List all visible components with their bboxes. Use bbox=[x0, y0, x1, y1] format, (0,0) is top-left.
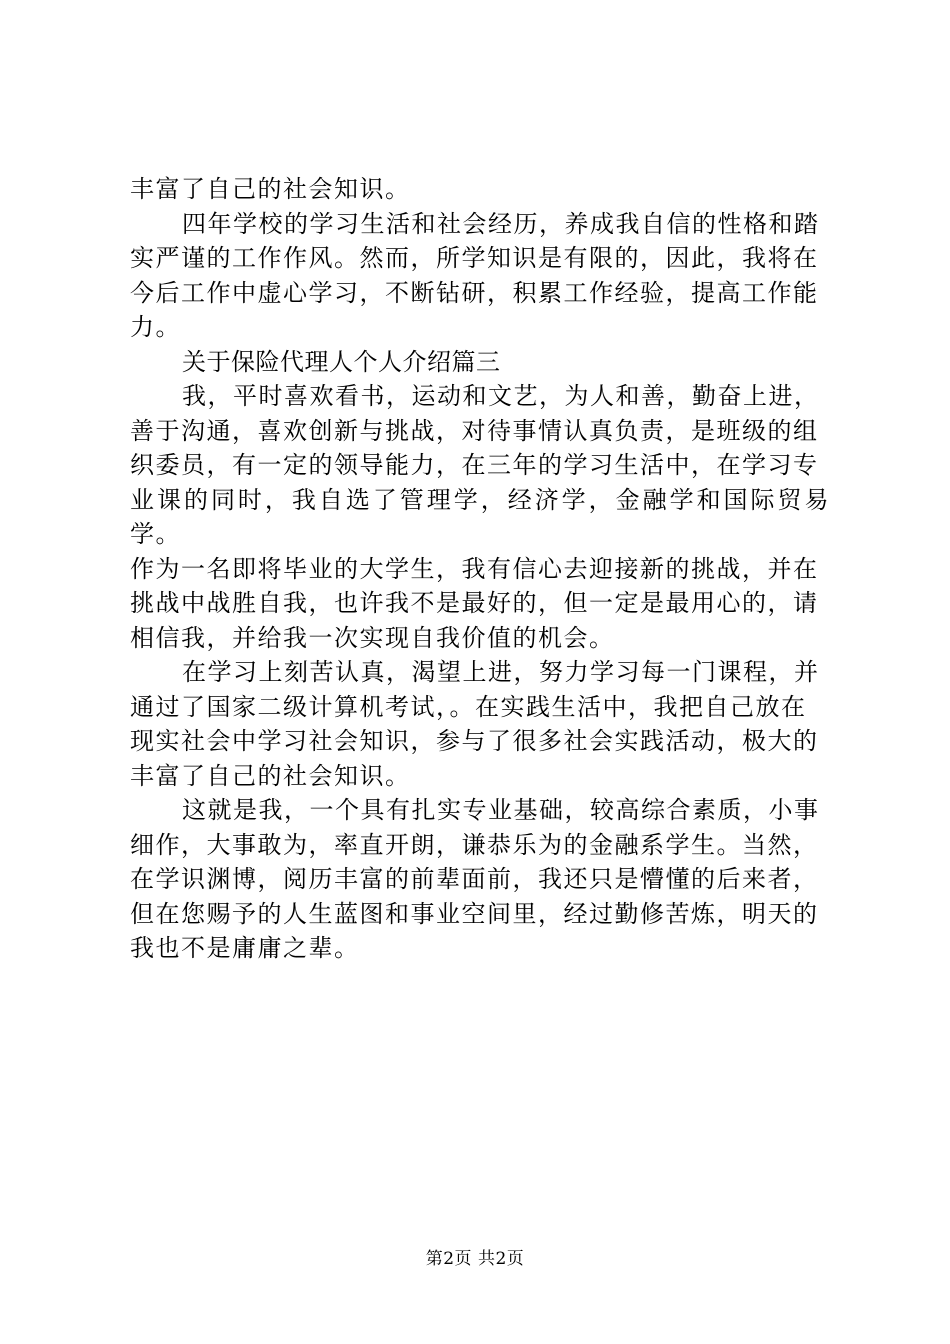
page-number-footer: 第2页 共2页 bbox=[425, 1249, 525, 1269]
document-body bbox=[130, 172, 830, 966]
paragraph-personal-intro: 我，平时喜欢看书，运动和文艺，为人和善，勤奋上进， 善于沟通，喜欢创新与挑战，对待事情认真负责，是班级的组 织委员，有一定的领导能力，在三年的学习生活中，在学习专 业课的同时，我自选了管理学，经济学，金融学和国际贸易学。 作为一名即将毕业的大学生，我有信心去迎接新的挑战，并在 挑战中战胜自我，也许我不是最好的，但一定是最用心的，请 相信我，并给我一次实现自我价值的机会。 bbox=[130, 382, 830, 652]
paragraph-continuation: 丰富了自己的社会知识。 bbox=[130, 175, 411, 203]
section-heading: 关于保险代理人个人介绍篇三 bbox=[182, 347, 501, 376]
paragraph-study-practice: 在学习上刻苦认真，渴望上进，努力学习每一门课程，并 通过了国家二级计算机考试，。在实践生活中，我把自己放在 现实社会中学习社会知识，参与了很多社会实践活动，极大的 丰富了自己的社会知识。 bbox=[130, 658, 820, 790]
paragraph-study-experience: 四年学校的学习生活和社会经历，养成我自信的性格和踏 实严谨的工作作风。然而，所学知识是有限的，因此，我将在 今后工作中虚心学习，不断钻研，积累工作经验，提高工作能 力。 bbox=[130, 209, 820, 341]
paragraph-conclusion: 这就是我，一个具有扎实专业基础，较高综合素质，小事 细作，大事敢为，率直开朗，谦恭乐为的金融系学生。当然， 在学识渊博，阅历丰富的前辈面前，我还只是懵懂的后来者， 但在您赐予的人生蓝图和事业空间里，经过勤修苦炼，明天的 我也不是庸庸之辈。 bbox=[130, 796, 820, 962]
